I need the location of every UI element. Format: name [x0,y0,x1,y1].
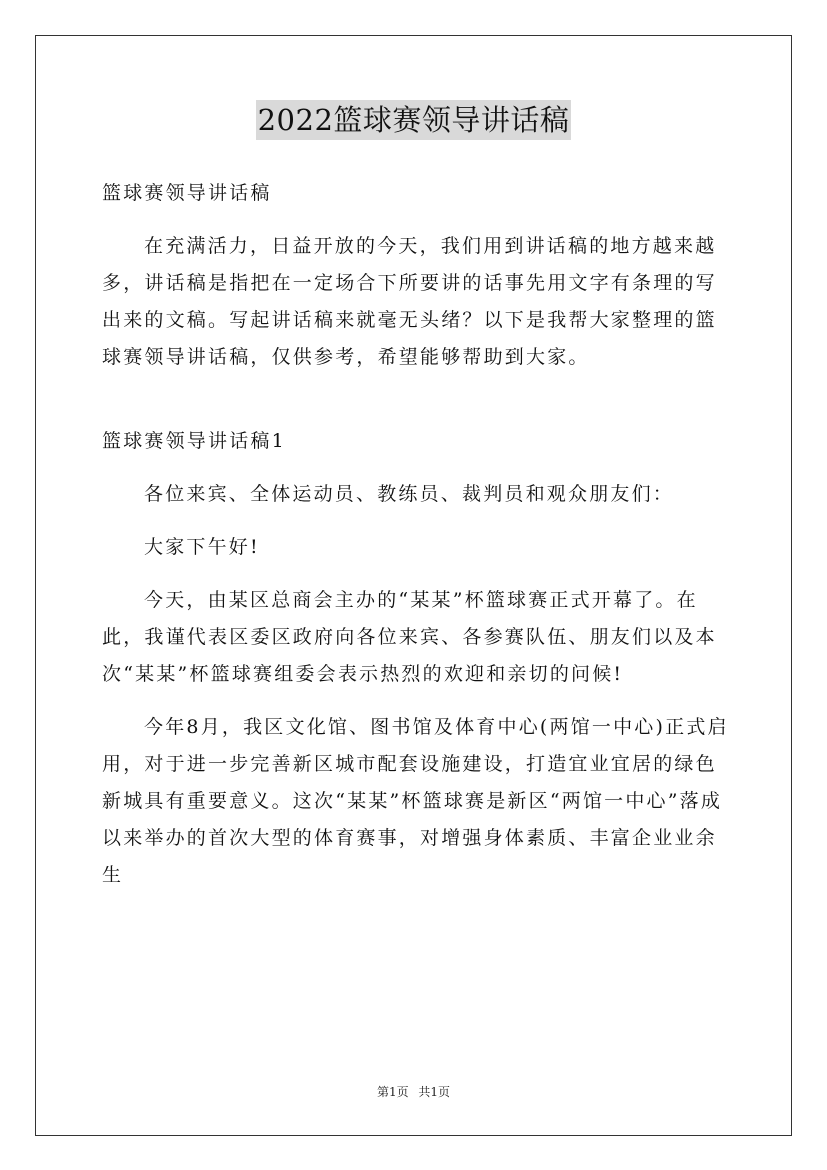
section-heading: 篮球赛领导讲话稿1 [102,430,286,452]
paragraph-background: 今年8月，我区文化馆、图书馆及体育中心(两馆一中心)正式启用，对于进一步完善新区城市配套设施建设，打造宜业宜居的绿色新城具有重要意义。这次“某某”杯篮球赛是新区“两馆一中心”落成以来举办的首次大型的体育赛事，对增强身体素质、丰富企业业余生 [102,716,729,886]
document-subtitle: 篮球赛领导讲话稿 [102,182,272,204]
paragraph-salutation: 各位来宾、全体运动员、教练员、裁判员和观众朋友们： [144,483,675,505]
document-body [102,175,732,894]
intro-paragraph: 在充满活力，日益开放的今天，我们用到讲话稿的地方越来越多，讲话稿是指把在一定场合下所要讲的话事先用文字有条理的写出来的文稿。写起讲话稿来就毫无头绪？以下是我帮大家整理的篮球赛领导讲话稿，仅供参考，希望能够帮助到大家。 [102,235,717,368]
document-title: 2022篮球赛领导讲话稿 [256,100,572,140]
page-number-total: 共1页 [418,1085,451,1099]
title-container [0,100,827,140]
page-footer [0,1084,827,1100]
page-number-current: 第1页 [376,1085,409,1099]
paragraph-opening: 今天，由某区总商会主办的“某某”杯篮球赛正式开幕了。在此，我谨代表区委区政府向各位来宾、各参赛队伍、朋友们以及本次“某某”杯篮球赛组委会表示热烈的欢迎和亲切的问候! [102,589,717,685]
paragraph-greeting: 大家下午好! [144,536,260,558]
